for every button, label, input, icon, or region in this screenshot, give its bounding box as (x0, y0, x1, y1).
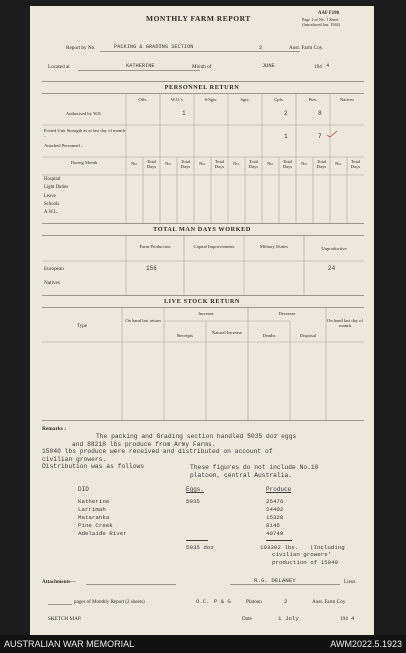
caption-bar (0, 635, 406, 653)
dist-produce: 15320 (266, 514, 284, 521)
posted-ptes-value: 7 (318, 133, 322, 140)
col-type: Type (77, 324, 87, 329)
unit-number: 2 (259, 44, 263, 51)
posted-strength-label: Posted Unit Strength as at last day of month .. (44, 128, 125, 139)
date-label: Date (242, 616, 252, 622)
remarks-line: civilian growers. (42, 455, 107, 463)
eggs-total: 5035 doz (186, 544, 214, 551)
auth-cpls-value: 2 (284, 110, 288, 117)
col-no-header: No. (267, 161, 274, 166)
auth-ptes-value: 8 (318, 110, 322, 117)
col-total-days-header: Total Days (316, 159, 327, 170)
total-note-cont (272, 551, 338, 566)
attachments-label: Attachments— (42, 579, 76, 585)
col-total-days-header: Total Days (248, 159, 259, 170)
dist-did: Mataranka (78, 514, 110, 521)
col-total-days-header: Total Days (282, 159, 293, 170)
natives-label: Natives (44, 280, 60, 286)
rule (42, 295, 364, 296)
col-decrease: Decrease (278, 311, 296, 316)
year-prefix: 194 (314, 64, 322, 70)
date-year-value: 4 (351, 615, 355, 622)
dist-header-eggs: Eggs. (186, 486, 205, 493)
attachments-underline (86, 584, 176, 585)
dist-header-did: DID (78, 486, 89, 493)
duty-rows (44, 176, 124, 217)
located-label: Located at (48, 64, 70, 70)
sketch-map-label: SKETCH MAP. (48, 616, 82, 622)
col-no-header: No. (301, 161, 308, 166)
dist-did: Katherine (78, 498, 110, 505)
signature-underline (230, 584, 340, 585)
total-note-line: civilian growers' (272, 551, 332, 558)
month-value: JUNE (262, 63, 275, 69)
european-unproductive: 24 (328, 265, 336, 272)
attached-label: Attached Personnel .. (44, 143, 84, 148)
rule (42, 81, 364, 82)
dist-produce: 8145 (266, 522, 280, 529)
col-offs: Offs. (138, 97, 148, 102)
note-line: platoon, central Australia. (190, 471, 293, 479)
col-on-hand-last-return: On hand last return (125, 318, 161, 323)
report-by-underline (100, 51, 300, 52)
col-farm-production: Farm Production (139, 244, 171, 249)
row-leave: Leave (44, 193, 56, 199)
col-no-header: No. (165, 161, 172, 166)
pages-text: pages of Monthly Report (2 sheets) (74, 600, 145, 605)
col-no-header: No. (131, 161, 138, 166)
dist-did: Pine Creek (78, 522, 113, 529)
remarks-line: and 88218 lbs produce from Army Farms. (72, 440, 216, 448)
personnel-title: PERSONNEL RETURN (164, 84, 240, 91)
farm-coy-label: Aust. Farm Coy. (289, 45, 324, 51)
date-year-prefix: 194 (340, 616, 348, 622)
col-natives: Natives (339, 97, 355, 102)
col-no-header: No. (335, 161, 342, 166)
caption-right: AWM2022.5.1923 (330, 639, 402, 649)
row-hospital: Hospital (44, 177, 61, 182)
oc-prefix: O.C. (196, 598, 210, 605)
tick-mark (326, 130, 338, 138)
dist-eggs: 5035 (186, 498, 200, 505)
pages-underline (48, 604, 72, 605)
dist-header-produce: Produce (266, 486, 292, 493)
located-underline (78, 70, 200, 71)
remarks-line: 15040 lbs produce were received and distributed on account of (42, 448, 273, 455)
rule (42, 420, 364, 421)
col-ssgts: S/Sgts. (204, 97, 218, 102)
col-ptes: Ptes. (308, 97, 318, 102)
col-natural-increase: Natural Increase (211, 330, 243, 335)
european-farm-production: 156 (146, 265, 157, 272)
col-sgts: Sgts. (240, 97, 250, 102)
produce-total-rule (266, 540, 292, 541)
month-label: Month of (192, 64, 212, 70)
oc-value: P & G (214, 598, 231, 605)
report-by-value: PACKING & GRADING SECTION (114, 44, 194, 50)
platoon-label: Platoon (246, 599, 262, 605)
produce-total: 103302 lbs. (260, 544, 299, 551)
authorised-label: Authorised by W.E. (65, 111, 103, 116)
remarks-line: The packing and Grading section handled 5035 doz eggs (96, 433, 297, 440)
report-by-label: Report by No. (66, 45, 96, 51)
eggs-total-rule (186, 540, 208, 541)
remarks-label: Remarks : (42, 426, 67, 432)
row-schools: Schools (44, 201, 60, 207)
col-increase: Increase (198, 311, 214, 316)
col-disposal: Disposal (299, 333, 317, 338)
col-wos: W.O.'s (170, 97, 184, 102)
posted-cpls-value: 1 (284, 133, 288, 140)
row-awl: A.W.L. (44, 210, 59, 216)
man-days-title: TOTAL MAN DAYS WORKED (153, 226, 251, 233)
caption-left: AUSTRALIAN WAR MEMORIAL (4, 639, 135, 649)
dist-produce: 24402 (266, 506, 284, 513)
during-month-label: During Month (70, 160, 98, 165)
dist-did: Larrimah (78, 506, 106, 513)
col-total-days-header: Total Days (146, 159, 157, 170)
dist-did: Adelaide River (78, 530, 127, 537)
col-deaths: Deaths (262, 333, 276, 338)
signer-name: R.G. DELANEY (254, 577, 296, 584)
col-total-days-header: Total Days (214, 159, 225, 170)
european-label: European (44, 266, 64, 272)
col-military-duties: Military Duties (259, 244, 289, 249)
form-ref-code: AAF F180 (318, 11, 340, 16)
col-receipts: Receipts (177, 333, 193, 338)
total-note-line: production of 15040 (272, 558, 339, 566)
remarks-line: Distribution was as follows (42, 463, 145, 471)
located-value: KATHERINE (126, 63, 155, 69)
remarks-note (190, 464, 318, 479)
rule (42, 223, 364, 224)
auth-wos-value: 1 (182, 110, 186, 117)
date-value: 1 July (278, 615, 299, 622)
form-title: MONTHLY FARM REPORT (146, 14, 251, 23)
farm-report-sheet (30, 6, 374, 636)
row-light-duties: Light Duties (44, 185, 69, 191)
col-capital-improvements: Capital Improvements (193, 244, 235, 249)
year-value: 4 (326, 63, 330, 69)
total-note-line: (Including (310, 544, 345, 551)
col-no-header: No. (199, 161, 206, 166)
form-ref-page: Page 1 of No. 1 Sheet (302, 17, 339, 22)
farm-coy-footer: Aust. Farm Coy. (312, 599, 347, 605)
dist-produce: 25476 (266, 498, 284, 505)
note-line: These figures do not include No.10 (190, 464, 319, 471)
col-total-days-header: Total Days (180, 159, 191, 170)
form-ref-date: (Introduced Jan. 1944) (302, 22, 341, 27)
col-no-header: No. (233, 161, 240, 166)
dist-produce: 40749 (266, 530, 284, 537)
lieut-label: Lieut. (344, 579, 357, 585)
col-unproductive: Unproductive (321, 246, 347, 251)
col-on-hand-last-day: On hand last day of month (327, 318, 363, 329)
col-cpls: Cpls. (274, 97, 284, 102)
remarks-text (72, 433, 296, 448)
platoon-value: 2 (284, 598, 288, 605)
livestock-title: LIVE STOCK RETURN (163, 298, 241, 305)
col-total-days-header: Total Days (350, 159, 361, 170)
